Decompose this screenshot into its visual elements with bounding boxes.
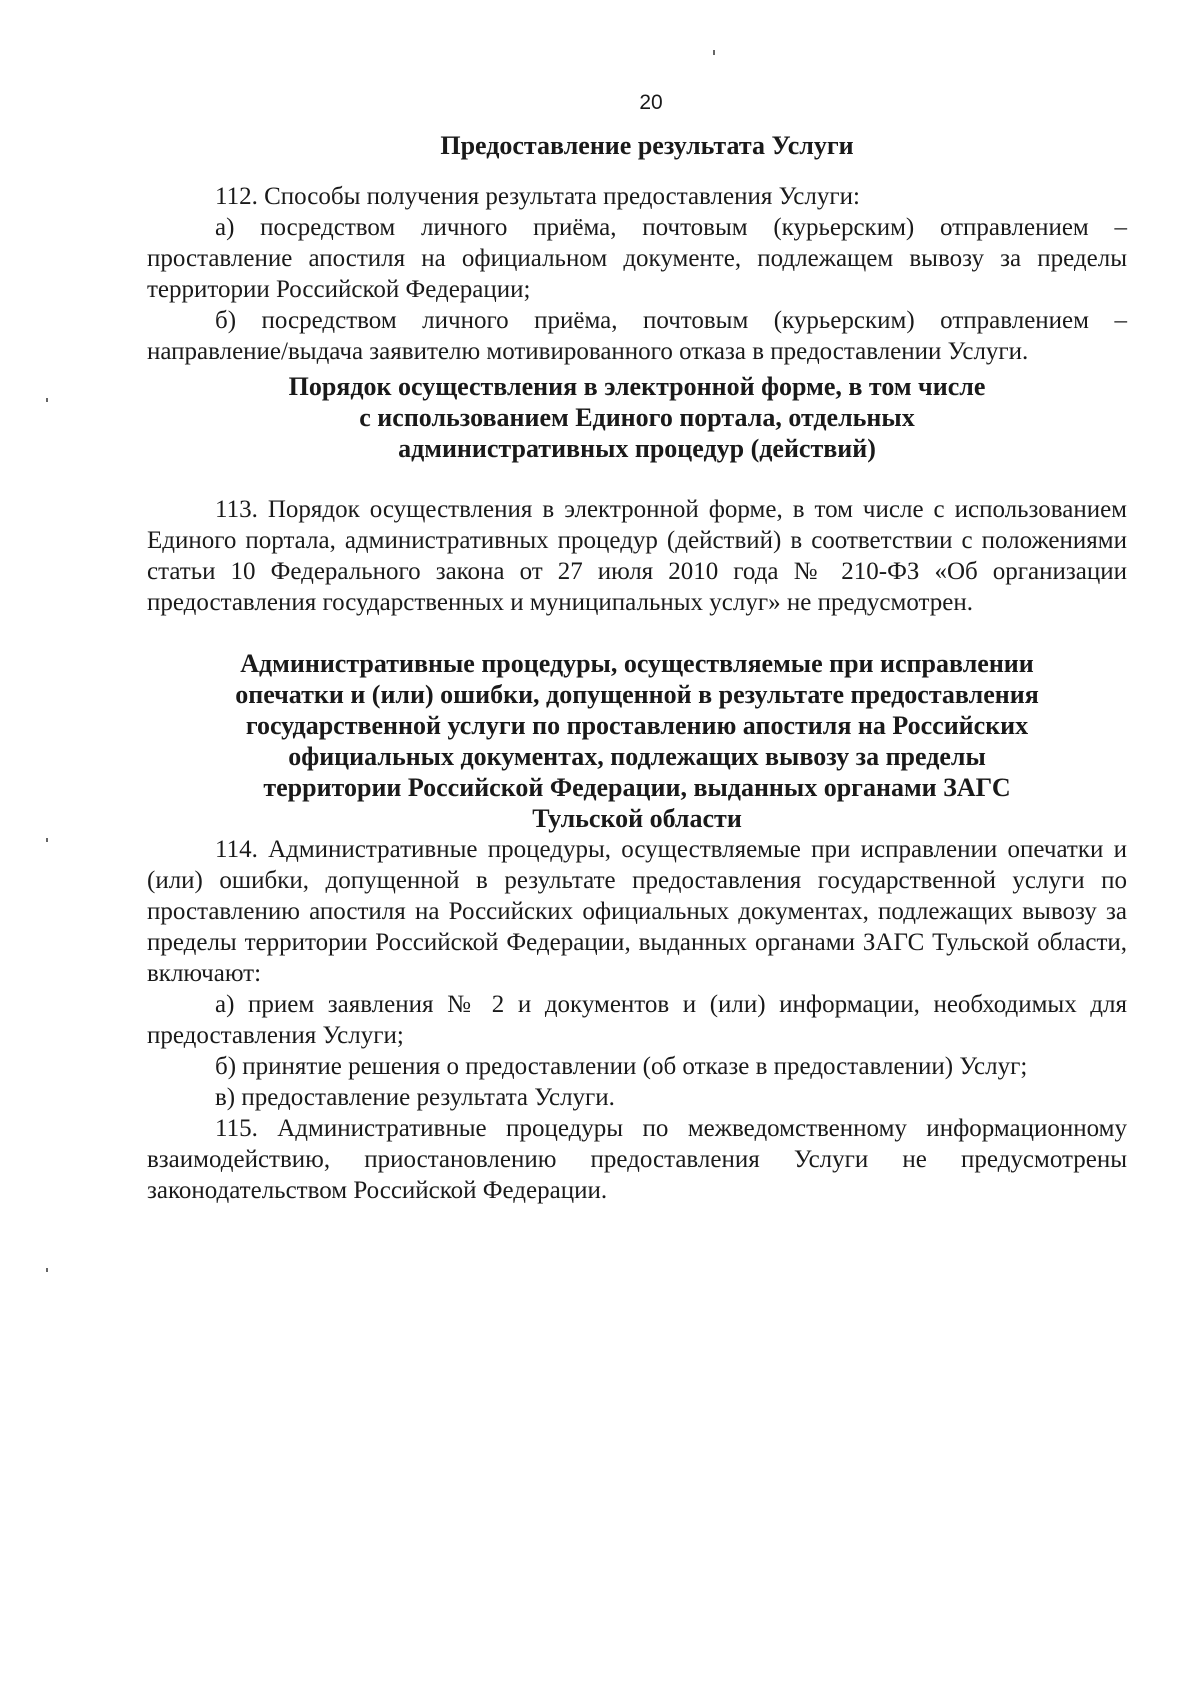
section-heading (147, 371, 1127, 464)
section-result (147, 130, 1127, 367)
paragraph: 113. Порядок осуществления в электронной форме, в том числе с использованием Единого портала, административных процедур (действий) в соответствии с положениями статьи 10 Федерального закона от 27 июля 2010 года № 210-ФЗ «Об организации предоставления государственных и муниципальных услуг» не предусмотрен. (147, 496, 1127, 616)
heading-line: с использованием Единого портала, отдельных (359, 403, 915, 432)
scan-speck (46, 1268, 48, 1272)
paragraph: б) посредством личного приёма, почтовым (курьерским) отправлением – направление/выдача заявителю мотивированного отказа в предоставлении Услуги. (147, 307, 1127, 365)
paragraph: а) прием заявления № 2 и документов и (или) информации, необходимых для предоставления Услуги; (147, 991, 1127, 1049)
scan-speck (713, 50, 715, 55)
heading-line: Порядок осуществления в электронной форме, в том числе (288, 372, 986, 401)
page-number: 20 (639, 91, 663, 114)
section-heading: Предоставление результата Услуги (440, 131, 854, 160)
section-error-correction (147, 648, 1127, 1206)
paragraph: в) предоставление результата Услуги. (215, 1084, 615, 1111)
paragraph: а) посредством личного приёма, почтовым (курьерским) отправлением – проставление апостиля на официальном документе, подлежащем вывозу за пределы территории Российской Федерации; (147, 214, 1127, 303)
section-electronic-form (147, 371, 1127, 618)
heading-line: официальных документах, подлежащих вывозу за пределы (288, 742, 986, 771)
heading-line: Административные процедуры, осуществляемые при исправлении (240, 649, 1034, 678)
document-page (147, 86, 1127, 1206)
heading-line: административных процедур (действий) (398, 434, 876, 463)
heading-line: территории Российской Федерации, выданных органами ЗАГС (263, 773, 1011, 802)
heading-line: опечатки и (или) ошибки, допущенной в результате предоставления (235, 680, 1039, 709)
paragraph: 112. Способы получения результата предоставления Услуги: (215, 183, 860, 210)
paragraph: б) принятие решения о предоставлении (об отказе в предоставлении) Услуг; (215, 1053, 1028, 1080)
paragraph: 115. Административные процедуры по межведомственному информационному взаимодействию, приостановлению предоставления Услуги не предусмотрены законодательством Российской Федерации. (147, 1115, 1127, 1204)
heading-line: государственной услуги по проставлению апостиля на Российских (245, 711, 1029, 740)
scan-speck (46, 398, 48, 402)
paragraph: 114. Административные процедуры, осуществляемые при исправлении опечатки и (или) ошибки, допущенной в результате предоставления государственной услуги по проставлению апостиля на Российских официальных документах, подлежащих вывозу за пределы территории Российской Федерации, выданных органами ЗАГС Тульской области, включают: (147, 836, 1127, 987)
section-heading (147, 648, 1127, 834)
scan-speck (46, 838, 48, 842)
heading-line: Тульской области (532, 804, 742, 833)
